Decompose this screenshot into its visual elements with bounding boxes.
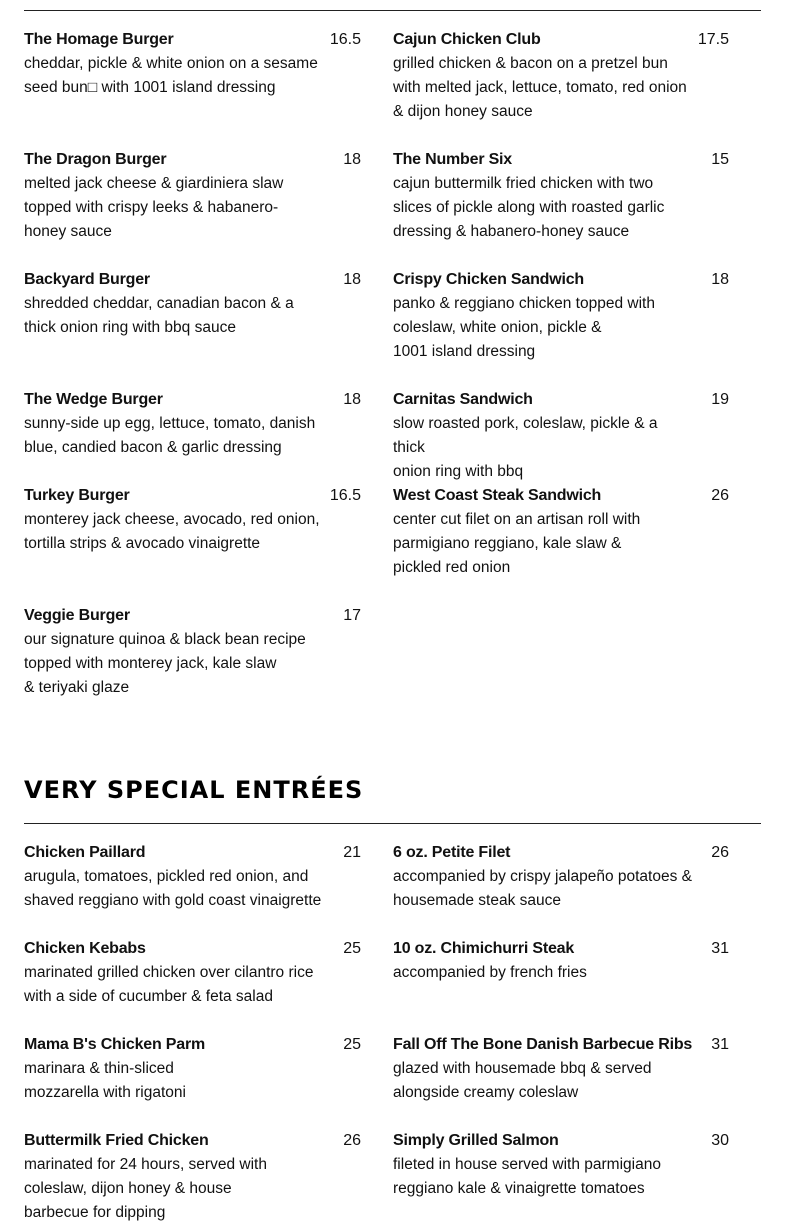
item-description: marinated for 24 hours, served with coleslaw, dijon honey & house barbecue for dipping (24, 1156, 267, 1221)
item-description: arugula, tomatoes, pickled red onion, and shaved reggiano with gold coast vinaigrette (24, 868, 322, 909)
item-description: slow roasted pork, coleslaw, pickle & a thick onion ring with bbq (393, 415, 658, 480)
item-price: 17 (343, 607, 361, 624)
top-divider (24, 10, 761, 11)
menu-item-barbecue-ribs (393, 1033, 729, 1105)
item-name: Mama B's Chicken Parm (24, 1036, 206, 1053)
item-name: Crispy Chicken Sandwich (393, 271, 585, 288)
menu-item-chicken-kebabs (24, 937, 361, 1009)
menu-item-carnitas-sandwich (393, 388, 729, 484)
item-name: Chicken Kebabs (24, 940, 146, 957)
menu-item-number-six (393, 148, 729, 244)
item-name: Turkey Burger (24, 487, 130, 504)
menu-item-turkey-burger (24, 484, 361, 556)
menu-item-veggie-burger (24, 604, 361, 700)
item-name: The Number Six (393, 151, 513, 168)
item-description: cheddar, pickle & white onion on a sesame seed bun□ with 1001 island dressing (24, 55, 318, 96)
item-description: fileted in house served with parmigiano reggiano kale & vinaigrette tomatoes (393, 1156, 661, 1197)
item-price: 18 (343, 151, 361, 168)
item-price: 21 (343, 844, 361, 861)
item-price: 18 (343, 271, 361, 288)
menu-item-buttermilk-fried-chicken (24, 1129, 361, 1225)
item-description: sunny-side up egg, lettuce, tomato, danish blue, candied bacon & garlic dressing (24, 415, 316, 456)
item-price: 19 (711, 391, 729, 408)
item-name: Fall Off The Bone Danish Barbecue Ribs (393, 1036, 693, 1053)
menu-item-crispy-chicken-sandwich (393, 268, 729, 364)
item-description: shredded cheddar, canadian bacon & a thick onion ring with bbq sauce (24, 295, 294, 336)
item-name: Backyard Burger (24, 271, 150, 288)
item-price: 26 (711, 844, 729, 861)
item-price: 18 (343, 391, 361, 408)
item-description: accompanied by french fries (393, 964, 587, 981)
item-description: marinated grilled chicken over cilantro rice with a side of cucumber & feta salad (24, 964, 314, 1005)
item-name: The Wedge Burger (24, 391, 163, 408)
menu-item-petite-filet (393, 841, 729, 913)
item-name: 6 oz. Petite Filet (393, 844, 511, 861)
item-price: 31 (711, 940, 729, 957)
item-description: cajun buttermilk fried chicken with two slices of pickle along with roasted garlic dressing & habanero-honey sauce (393, 175, 665, 240)
item-price: 31 (711, 1036, 729, 1053)
item-price: 30 (711, 1132, 729, 1149)
menu-item-backyard-burger (24, 268, 361, 340)
item-price: 16.5 (329, 487, 361, 504)
item-price: 26 (343, 1132, 361, 1149)
menu-item-grilled-salmon (393, 1129, 729, 1201)
menu-item-wedge-burger (24, 388, 361, 460)
item-price: 26 (711, 487, 729, 504)
item-price: 25 (343, 1036, 361, 1053)
item-name: Chicken Paillard (24, 844, 146, 861)
item-description: glazed with housemade bbq & served alongside creamy coleslaw (393, 1060, 652, 1101)
item-description: center cut filet on an artisan roll with parmigiano reggiano, kale slaw & pickled red onion (393, 511, 641, 576)
item-name: West Coast Steak Sandwich (393, 487, 602, 504)
item-name: Simply Grilled Salmon (393, 1132, 559, 1149)
item-description: marinara & thin-sliced mozzarella with rigatoni (24, 1060, 186, 1101)
item-description: our signature quinoa & black bean recipe topped with monterey jack, kale slaw & teriyaki glaze (24, 631, 306, 696)
menu-item-chicken-paillard (24, 841, 361, 913)
item-name: 10 oz. Chimichurri Steak (393, 940, 575, 957)
item-name: Veggie Burger (24, 607, 130, 624)
section-title-entrees: VERY SPECIAL ENTRÉES (24, 776, 364, 804)
menu-item-west-coast-steak-sandwich (393, 484, 729, 580)
menu-item-cajun-chicken-club (393, 28, 729, 124)
item-name: Cajun Chicken Club (393, 31, 541, 48)
menu-item-chicken-parm (24, 1033, 361, 1105)
item-price: 18 (711, 271, 729, 288)
item-price: 15 (711, 151, 729, 168)
menu-item-chimichurri-steak (393, 937, 729, 985)
item-name: The Homage Burger (24, 31, 174, 48)
item-description: accompanied by crispy jalapeño potatoes & housemade steak sauce (393, 868, 692, 909)
item-name: Carnitas Sandwich (393, 391, 533, 408)
section-divider (24, 823, 761, 824)
item-price: 17.5 (697, 31, 729, 48)
item-price: 16.5 (329, 31, 361, 48)
menu-item-dragon-burger (24, 148, 361, 244)
item-description: panko & reggiano chicken topped with coleslaw, white onion, pickle & 1001 island dressing (393, 295, 655, 360)
item-name: The Dragon Burger (24, 151, 167, 168)
item-price: 25 (343, 940, 361, 957)
item-description: monterey jack cheese, avocado, red onion, tortilla strips & avocado vinaigrette (24, 511, 320, 552)
menu-item-homage-burger (24, 28, 361, 100)
item-name: Buttermilk Fried Chicken (24, 1132, 209, 1149)
item-description: melted jack cheese & giardiniera slaw topped with crispy leeks & habanero- honey sauce (24, 175, 284, 240)
item-description: grilled chicken & bacon on a pretzel bun with melted jack, lettuce, tomato, red onion & dijon honey sauce (393, 55, 687, 120)
